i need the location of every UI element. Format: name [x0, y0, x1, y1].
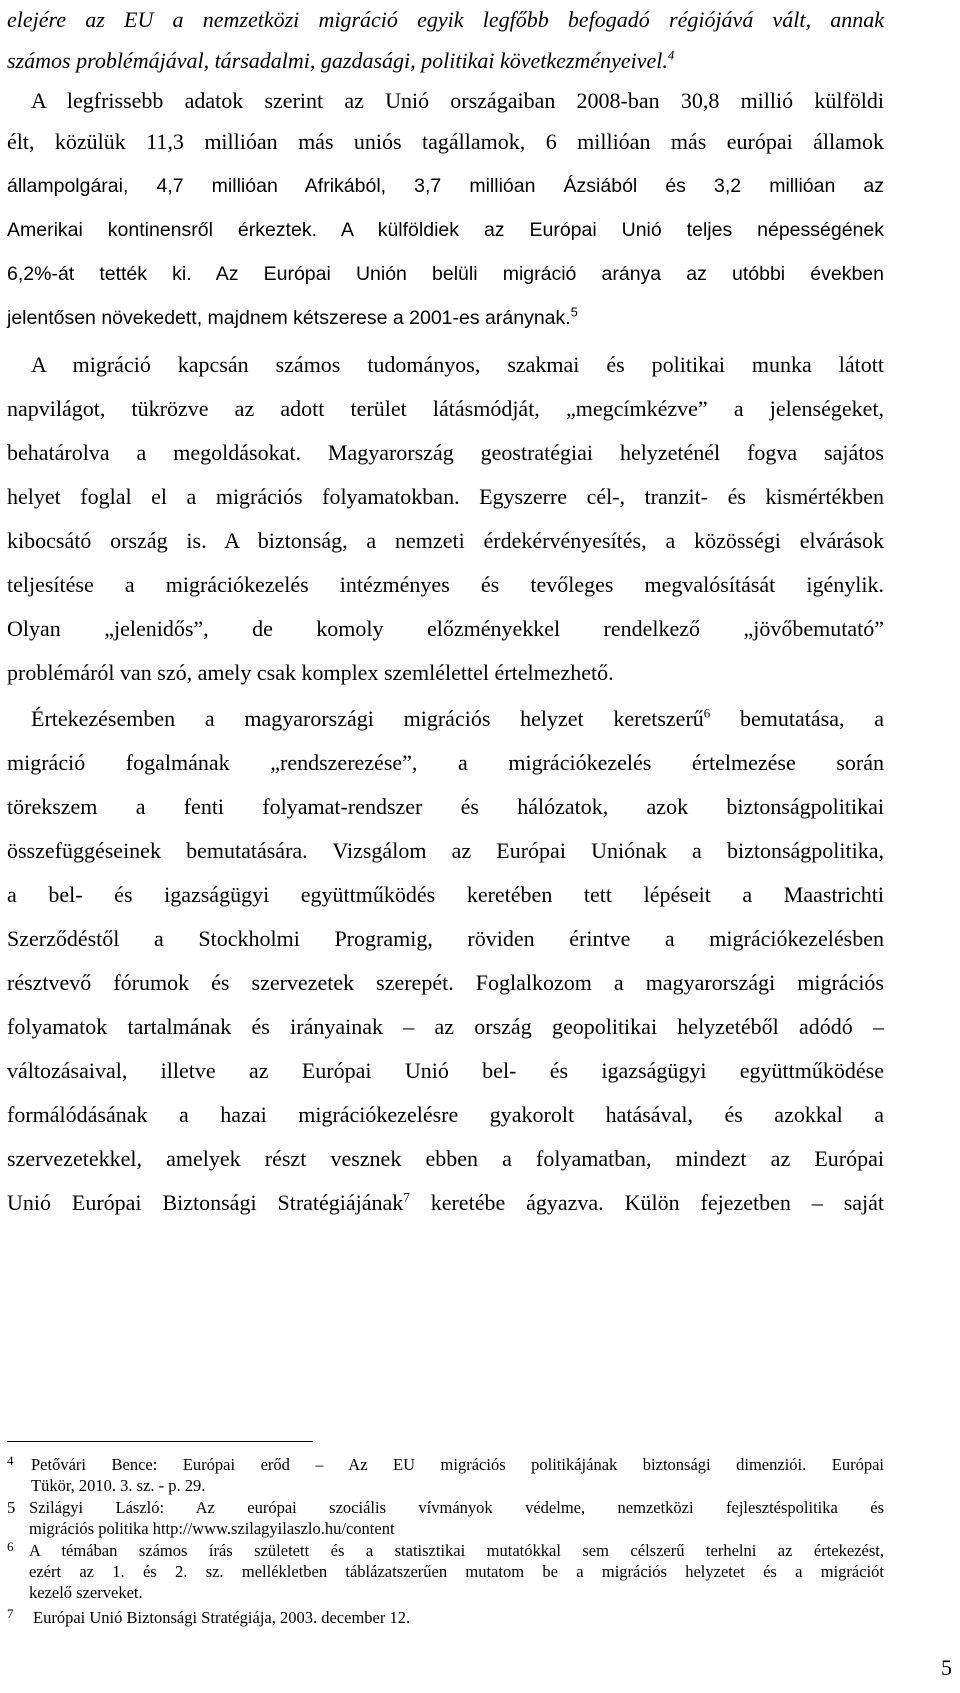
- migration-line-2: napvilágot, tükrözve az adott terület látásmódját, „megcímkézve” a jelenségeket,: [7, 396, 884, 421]
- stats-line-3: állampolgárai, 4,7 millióan Afrikából, 3,7 millióan Ázsiából és 3,2 millióan az: [7, 175, 884, 197]
- intro-line-2: [7, 46, 884, 76]
- footnote-7-number: 7: [7, 1606, 14, 1621]
- footnote-5-number: 5: [7, 1498, 16, 1517]
- footnote-6-number: 6: [7, 1539, 14, 1554]
- intro-line-1: elejére az EU a nemzetközi migráció egyik legfőbb befogadó régiójává vált, annak: [7, 7, 884, 32]
- intro-line-2-text: számos problémájával, társadalmi, gazdasági, politikai következményeivel.: [7, 48, 668, 73]
- migration-line-5: kibocsátó ország is. A biztonság, a nemzeti érdekérvényesítés, a közösségi elvárások: [7, 528, 884, 553]
- migration-line-4: helyet foglal el a migrációs folyamatokban. Egyszerre cél-, tranzit- és kismértékben: [7, 484, 884, 509]
- essay-line-9: változásaival, illetve az Európai Unió bel- és igazságügyi együttműködése: [7, 1058, 884, 1083]
- footnote-separator: [7, 1441, 313, 1442]
- footnote-ref-6: 6: [703, 705, 711, 721]
- migration-line-7: Olyan „jelenidős”, de komoly előzményekkel rendelkező „jövőbemutató”: [7, 616, 884, 641]
- essay-line-12-b: keretébe ágyazva. Külön fejezetben – saját: [409, 1190, 885, 1215]
- essay-line-1-a: Értekezésemben a magyarországi migrációs helyzet keretszerű: [31, 706, 704, 731]
- essay-line-7: résztvevő fórumok és szervezetek szerepét. Foglalkozom a magyarországi migrációs: [7, 970, 884, 995]
- page-number: 5: [941, 1655, 952, 1680]
- stats-line-1: A legfrissebb adatok szerint az Unió országaiban 2008-ban 30,8 millió külföldi: [31, 88, 884, 113]
- footnote-7-line-1: Európai Unió Biztonsági Stratégiája, 2003. december 12.: [33, 1608, 411, 1627]
- footnote-6-line-1: A témában számos írás született és a statisztikai mutatókkal sem célszerű terhelni az értekezést,: [29, 1541, 884, 1560]
- footnote-6-line-2: ezért az 1. és 2. sz. mellékletben táblázatszerűen mutatom be a migrációs helyzetet és a migrációt: [29, 1562, 884, 1581]
- stats-line-4: Amerikai kontinensről érkeztek. A külföldiek az Európai Unió teljes népességének: [7, 219, 884, 241]
- essay-line-4: összefüggéseinek bemutatására. Vizsgálom az Európai Uniónak a biztonságpolitika,: [7, 838, 884, 863]
- footnote-5-line-1: Szilágyi László: Az európai szociális vívmányok védelme, nemzetközi fejlesztéspolitika és: [29, 1498, 884, 1517]
- essay-line-10: formálódásának a hazai migrációkezelésre gyakorolt hatásával, és azokkal a: [7, 1102, 884, 1127]
- footnote-ref-5: 5: [570, 304, 578, 320]
- migration-line-8: problémáról van szó, amely csak komplex szemlélettel értelmezhető.: [7, 660, 614, 685]
- migration-line-6: teljesítése a migrációkezelés intézményes és tevőleges megvalósítását igénylik.: [7, 572, 884, 597]
- stats-line-6-text: jelentősen növekedett, majdnem kétszerese a 2001-es aránynak.: [7, 307, 571, 329]
- footnote-4-number: 4: [7, 1453, 14, 1468]
- essay-line-3: törekszem a fenti folyamat-rendszer és hálózatok, azok biztonságpolitikai: [7, 794, 884, 819]
- footnote-4-line-2: Tükör, 2010. 3. sz. - p. 29.: [31, 1476, 206, 1495]
- essay-line-12-a: Unió Európai Biztonsági Stratégiájának: [7, 1190, 404, 1215]
- essay-line-11: szervezetekkel, amelyek részt vesznek ebben a folyamatban, mindezt az Európai: [7, 1146, 884, 1171]
- footnote-6-line-3: kezelő szerveket.: [29, 1583, 143, 1602]
- stats-line-6: [7, 303, 884, 333]
- footnote-ref-7: 7: [403, 1189, 410, 1205]
- stats-line-2: élt, közülük 11,3 millióan más uniós tagállamok, 6 millióan más európai államok: [7, 129, 884, 154]
- migration-line-1: A migráció kapcsán számos tudományos, szakmai és politikai munka látott: [31, 352, 884, 377]
- essay-line-8: folyamatok tartalmának és irányainak – az ország geopolitikai helyzetéből adódó –: [7, 1014, 884, 1039]
- footnote-5-line-2: migrációs politika http://www.szilagyilaszlo.hu/content: [29, 1519, 395, 1538]
- essay-line-2: migráció fogalmának „rendszerezése”, a migrációkezelés értelmezése során: [7, 750, 884, 775]
- migration-line-3: behatárolva a megoldásokat. Magyarország geostratégiai helyzeténél fogva sajátos: [7, 440, 884, 465]
- essay-line-12: [7, 1188, 884, 1218]
- footnote-4-line-1: Petővári Bence: Európai erőd – Az EU migrációs politikájának biztonsági dimenziói. Európai: [31, 1455, 884, 1474]
- stats-line-5: 6,2%-át tették ki. Az Európai Unión belüli migráció aránya az utóbbi években: [7, 263, 884, 285]
- footnote-ref-4: 4: [667, 47, 675, 63]
- essay-line-6: Szerződéstől a Stockholmi Programig, röviden érintve a migrációkezelésben: [7, 926, 884, 951]
- essay-line-5: a bel- és igazságügyi együttműködés keretében tett lépéseit a Maastrichti: [7, 882, 884, 907]
- essay-line-1-b: bemutatása, a: [710, 706, 884, 731]
- essay-line-1: [7, 704, 884, 734]
